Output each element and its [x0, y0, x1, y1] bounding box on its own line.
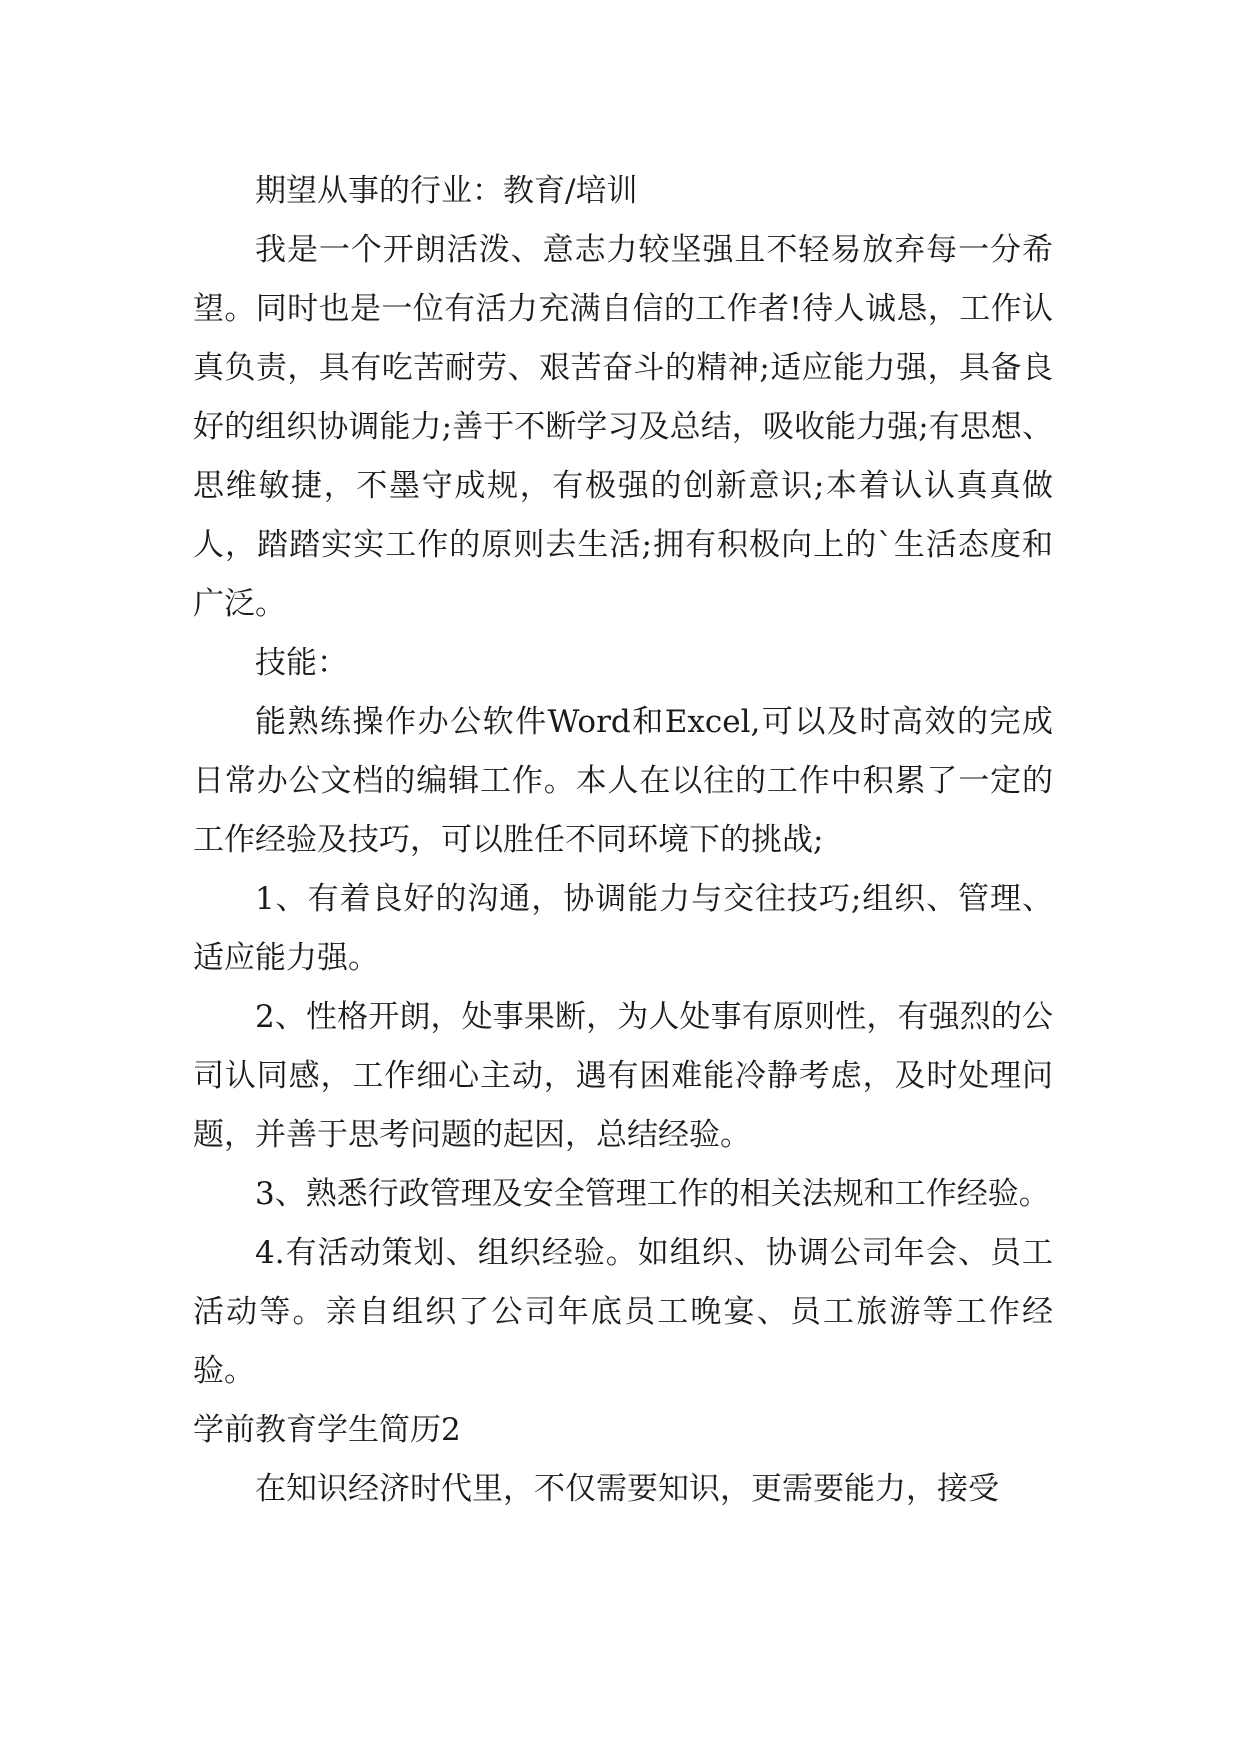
paragraph-item-2: 2、性格开朗，处事果断，为人处事有原则性，有强烈的公司认同感，工作细心主动，遇有困难能冷静考虑，及时处理问题，并善于思考问题的起因，总结经验。 — [193, 999, 1053, 1153]
document-body — [193, 162, 1053, 1519]
paragraph-skills-label: 技能： — [255, 645, 348, 681]
paragraph-item-3: 3、熟悉行政管理及安全管理工作的相关法规和工作经验。 — [255, 1176, 1050, 1212]
paragraph-item-4: 4.有活动策划、组织经验。如组织、协调公司年会、员工活动等。亲自组织了公司年底员工晚宴、员工旅游等工作经验。 — [193, 1235, 1053, 1389]
paragraph-office-skills: 能熟练操作办公软件Word和Excel,可以及时高效的完成日常办公文档的编辑工作。本人在以往的工作中积累了一定的工作经验及技巧，可以胜任不同环境下的挑战; — [193, 704, 1053, 858]
paragraph-industry: 期望从事的行业：教育/培训 — [255, 173, 638, 209]
paragraph-item-1: 1、有着良好的沟通，协调能力与交往技巧;组织、管理、适应能力强。 — [193, 881, 1053, 976]
paragraph-self-description: 我是一个开朗活泼、意志力较坚强且不轻易放弃每一分希望。同时也是一位有活力充满自信的工作者!待人诚恳，工作认真负责，具有吃苦耐劳、艰苦奋斗的精神;适应能力强，具备良好的组织协调能力;善于不断学习及总结，吸收能力强;有思想、思维敏捷，不墨守成规，有极强的创新意识;本着认认真真做人，踏踏实实工作的原则去生活;拥有积极向上的`生活态度和广泛。 — [193, 232, 1053, 622]
section-heading: 学前教育学生简历2 — [193, 1412, 461, 1448]
paragraph-intro: 在知识经济时代里，不仅需要知识，更需要能力，接受 — [255, 1471, 999, 1507]
